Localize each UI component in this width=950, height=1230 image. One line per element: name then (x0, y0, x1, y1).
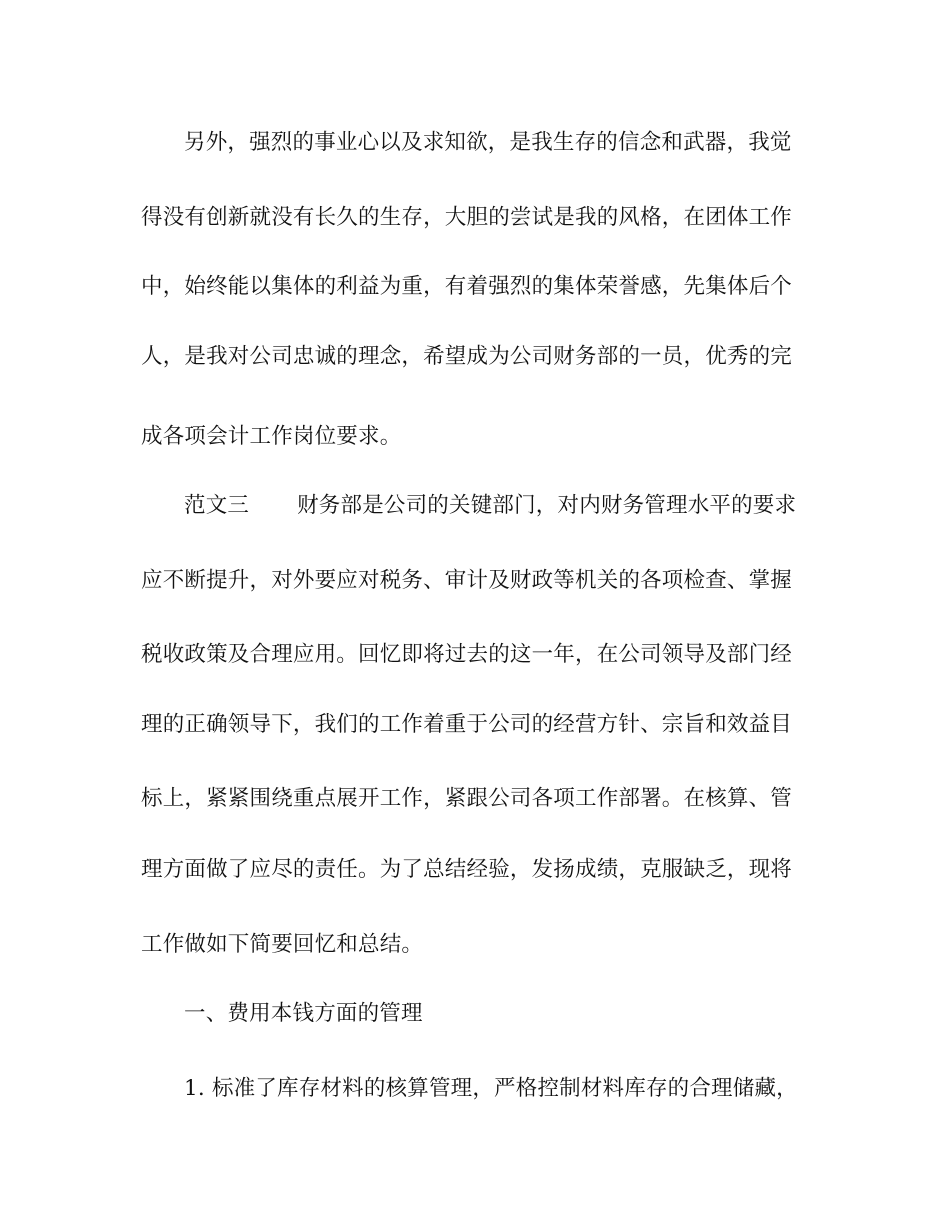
paragraph-line: 另外，强烈的事业心以及求知欲，是我生存的信念和武器，我觉 (184, 130, 792, 155)
section-heading: 一、费用本钱方面的管理 (184, 1001, 423, 1026)
paragraph-line: 理的正确领导下，我们的工作着重于公司的经营方针、宗旨和效益目 (141, 712, 793, 737)
paragraph-line: 工作做如下简要回忆和总结。 (141, 932, 424, 957)
section-line (184, 491, 844, 521)
paragraph-line: 标上，紧紧围绕重点展开工作，紧跟公司各项工作部署。在核算、管 (141, 786, 793, 811)
paragraph-line: 成各项会计工作岗位要求。 (141, 424, 402, 449)
paragraph-line: 理方面做了应尽的责任。为了总结经验，发扬成绩，克服缺乏，现将 (141, 857, 793, 882)
paragraph-text: 财务部是公司的关键部门，对内财务管理水平的要求 (297, 493, 797, 518)
paragraph-line: 人，是我对公司忠诚的理念，希望成为公司财务部的一员，优秀的完 (141, 344, 793, 369)
paragraph-line: 中，始终能以集体的利益为重，有着强烈的集体荣誉感，先集体后个 (141, 274, 793, 299)
section-label: 范文三 (184, 493, 250, 518)
paragraph-line: 得没有创新就没有长久的生存，大胆的尝试是我的风格，在团体工作 (141, 205, 793, 230)
list-item: 1. 标准了库存材料的核算管理，严格控制材料库存的合理储藏， (184, 1076, 798, 1101)
paragraph-line: 税收政策及合理应用。回忆即将过去的这一年，在公司领导及部门经 (141, 642, 793, 667)
paragraph-line: 应不断提升，对外要应对税务、审计及财政等机关的各项检查、掌握 (141, 568, 793, 593)
